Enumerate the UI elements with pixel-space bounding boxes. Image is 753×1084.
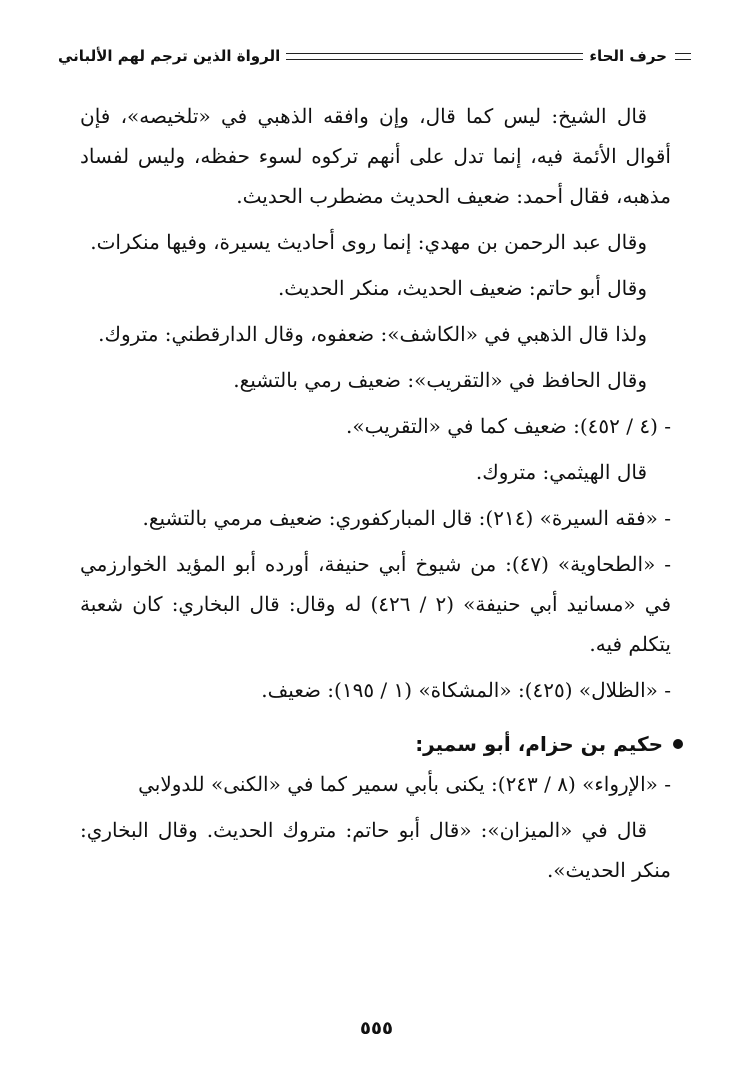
paragraph-abu-hatim: وقال أبو حاتم: ضعيف الحديث، منكر الحديث.: [277, 276, 647, 300]
paragraph-mizan: قال في «الميزان»: «قال أبو حاتم: متروك الحديث. وقال البخاري: منكر الحديث».: [80, 818, 671, 882]
page-body: [80, 96, 671, 890]
entry-heading: [80, 724, 683, 764]
page-number: ٥٥٥: [360, 1018, 393, 1039]
bullet-icon: [673, 739, 683, 749]
paragraph-hafiz-taqrib: وقال الحافظ في «التقريب»: ضعيف رمي بالتشيع.: [233, 368, 647, 392]
header-book-title: الرواة الذين ترجم لهم الألباني: [58, 47, 281, 65]
paragraph-zilal: - «الظلال» (٤٢٥): «المشكاة» (١ / ١٩٥): ضعيف.: [261, 678, 671, 702]
paragraph-ibn-mahdi: وقال عبد الرحمن بن مهدي: إنما روى أحاديث يسيرة، وفيها منكرات.: [90, 230, 647, 254]
header-section: حرف الحاء: [589, 47, 667, 65]
paragraph-ref-4-452: - (٤ / ٤٥٢): ضعيف كما في «التقريب».: [346, 414, 671, 438]
running-header: [58, 40, 691, 72]
paragraph-tahawiya: - «الطحاوية» (٤٧): من شيوخ أبي حنيفة، أورده أبو المؤيد الخوارزمي في «مسانيد أبي حنيفة» (٢ / ٤٢٦) له وقال: قال البخاري: كان شعبة يتكلم فيه.: [80, 552, 672, 656]
paragraph-sheikh-comment: قال الشيخ: ليس كما قال، وإن وافقه الذهبي في «تلخيصه»، فإن أقوال الأئمة فيه، إنما تدل على أنهم تركوه لسوء حفظه، وليس لفساد مذهبه، فقال أحمد: ضعيف الحديث مضطرب الحديث.: [80, 104, 671, 208]
paragraph-dhahabi-kashif: ولذا قال الذهبي في «الكاشف»: ضعفوه، وقال الدارقطني: متروك.: [98, 322, 647, 346]
paragraph-haythami: قال الهيثمي: متروك.: [475, 460, 647, 484]
paragraph-fiqh-sira: - «فقه السيرة» (٢١٤): قال المباركفوري: ضعيف مرمي بالتشيع.: [142, 506, 671, 530]
entry-heading-text: حكيم بن حزام، أبو سمير:: [415, 732, 663, 756]
header-rule-short: [675, 53, 691, 60]
paragraph-irwa: - «الإرواء» (٨ / ٢٤٣): يكنى بأبي سمير كما في «الكنى» للدولابي: [138, 772, 671, 796]
header-rule-long: [286, 53, 583, 60]
